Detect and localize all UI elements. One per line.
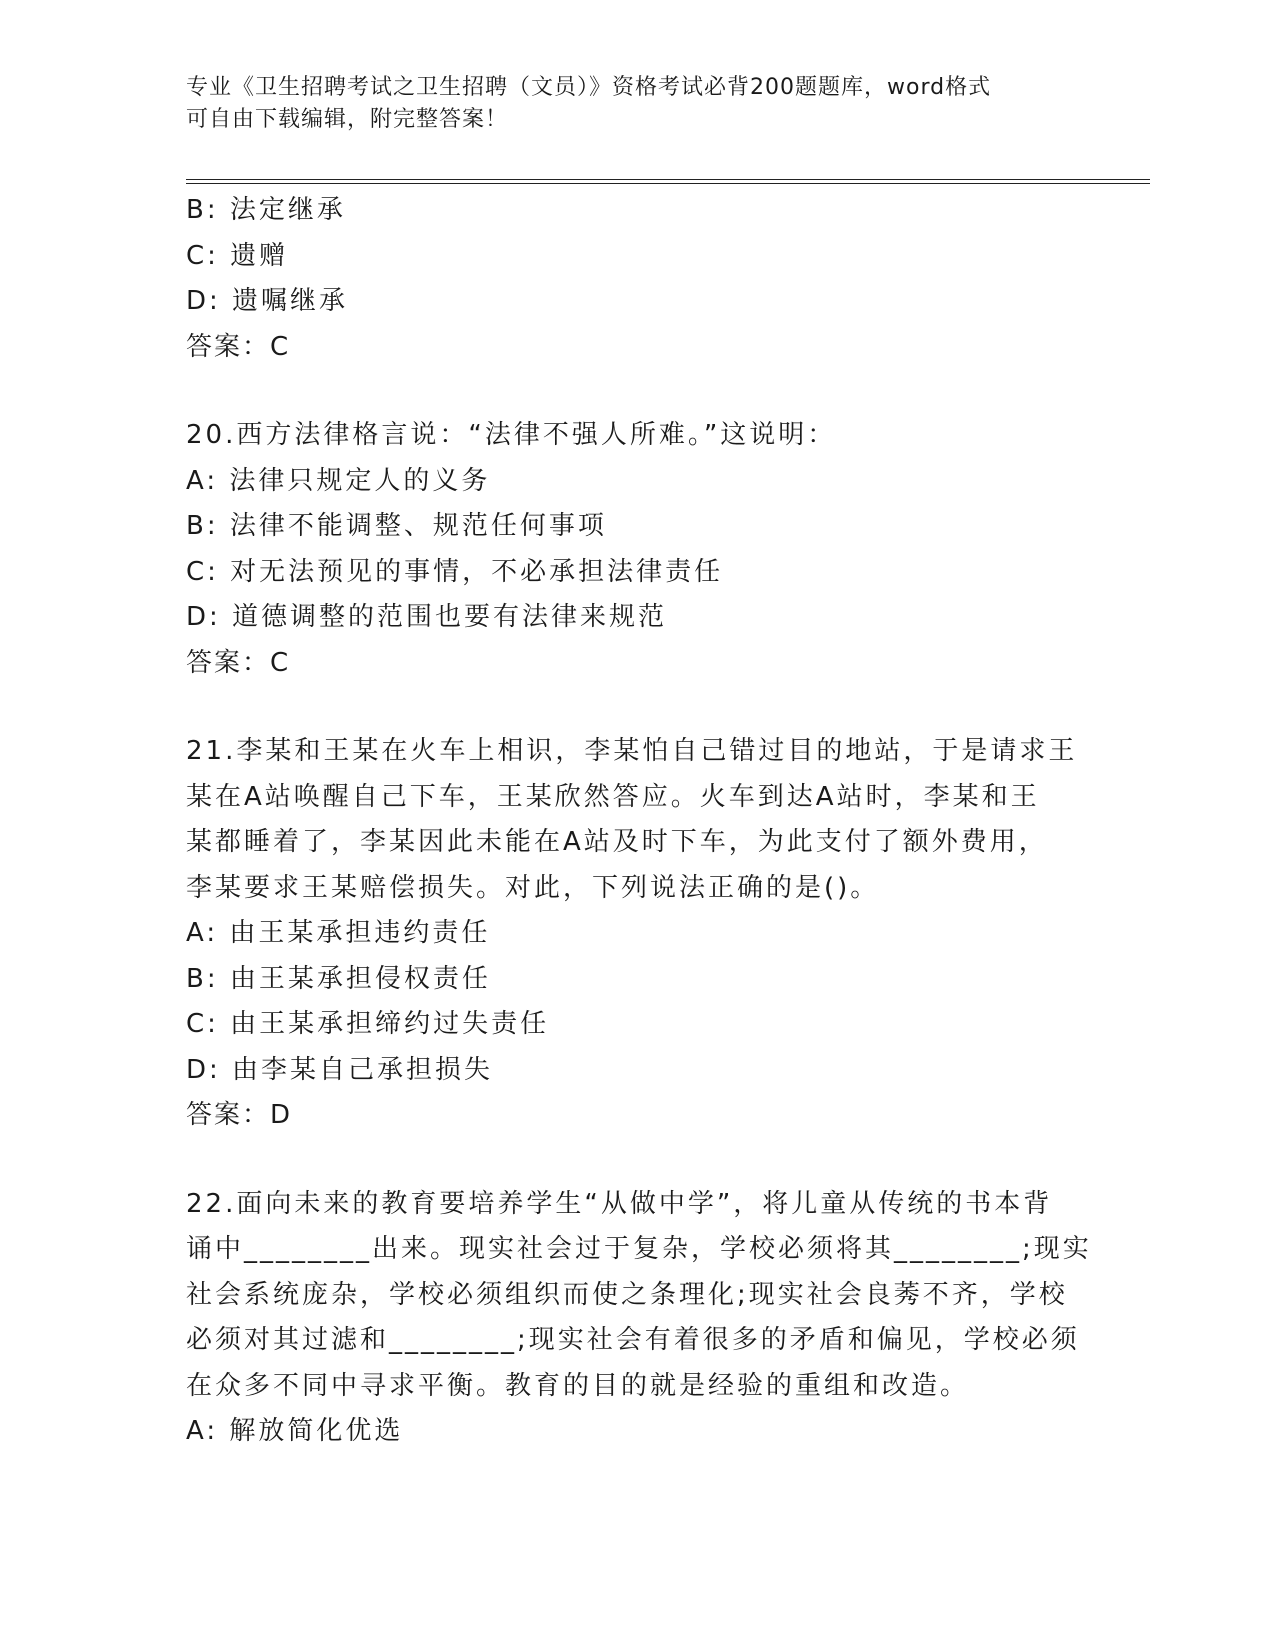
question-text: 21.李某和王某在火车上相识，李某怕自己错过目的地站，于是请求王 — [186, 736, 1078, 766]
answer-line: 答案：C — [186, 647, 291, 678]
question-text: 社会系统庞杂，学校必须组织而使之条理化;现实社会良莠不齐，学校 — [186, 1279, 1068, 1310]
option-line: B: 由王某承担侵权责任 — [186, 963, 491, 994]
document-header — [186, 72, 1066, 136]
option-line: C: 由王某承担缔约过失责任 — [186, 1009, 550, 1039]
option-line: D: 遗嘱继承 — [186, 286, 349, 316]
question-text: 某都睡着了，李某因此未能在A站及时下车，为此支付了额外费用， — [186, 827, 1048, 857]
option-line: C: 遗赠 — [186, 240, 289, 271]
answer-line: 答案：D — [186, 1100, 293, 1130]
option-line: B: 法定继承 — [186, 195, 346, 225]
question-block — [186, 1182, 1092, 1455]
question-text: 20.西方法律格言说：“法律不强人所难。”这说明： — [186, 420, 837, 450]
question-text: 必须对其过滤和________;现实社会有着很多的矛盾和偏见，学校必须 — [186, 1325, 1080, 1355]
question-block — [186, 729, 1086, 1139]
header-line-1: 专业《卫生招聘考试之卫生招聘（文员）》资格考试必背200题题库，word格式 — [186, 75, 992, 100]
question-content — [186, 188, 1092, 1455]
option-line: C: 对无法预见的事情，不必承担法律责任 — [186, 556, 724, 587]
option-line: D: 道德调整的范围也要有法律来规范 — [186, 602, 668, 632]
question-block — [186, 188, 1086, 370]
option-line: A: 由王某承担违约责任 — [186, 918, 491, 948]
option-line: A: 解放简化优选 — [186, 1416, 404, 1446]
header-line-2: 可自由下载编辑，附完整答案！ — [186, 107, 509, 132]
block-spacer — [186, 1139, 1086, 1182]
question-text: 诵中________出来。现实社会过于复杂，学校必须将其________;现实 — [186, 1234, 1092, 1264]
block-spacer — [186, 686, 1086, 729]
question-text: 22.面向未来的教育要培养学生“从做中学”，将儿童从传统的书本背 — [186, 1188, 1053, 1219]
header-divider-top — [186, 179, 1150, 180]
question-text: 李某要求王某赔偿损失。对此，下列说法正确的是()。 — [186, 872, 880, 903]
option-line: D: 由李某自己承担损失 — [186, 1054, 494, 1085]
answer-line: 答案：C — [186, 331, 291, 362]
question-block — [186, 413, 1086, 686]
header-divider-bottom — [186, 183, 1150, 184]
question-text: 在众多不同中寻求平衡。教育的目的就是经验的重组和改造。 — [186, 1370, 970, 1401]
block-spacer — [186, 370, 1086, 413]
question-text: 某在A站唤醒自己下车，王某欣然答应。火车到达A站时，李某和王 — [186, 781, 1040, 812]
option-line: A: 法律只规定人的义务 — [186, 465, 491, 496]
option-line: B: 法律不能调整、规范任何事项 — [186, 511, 607, 541]
